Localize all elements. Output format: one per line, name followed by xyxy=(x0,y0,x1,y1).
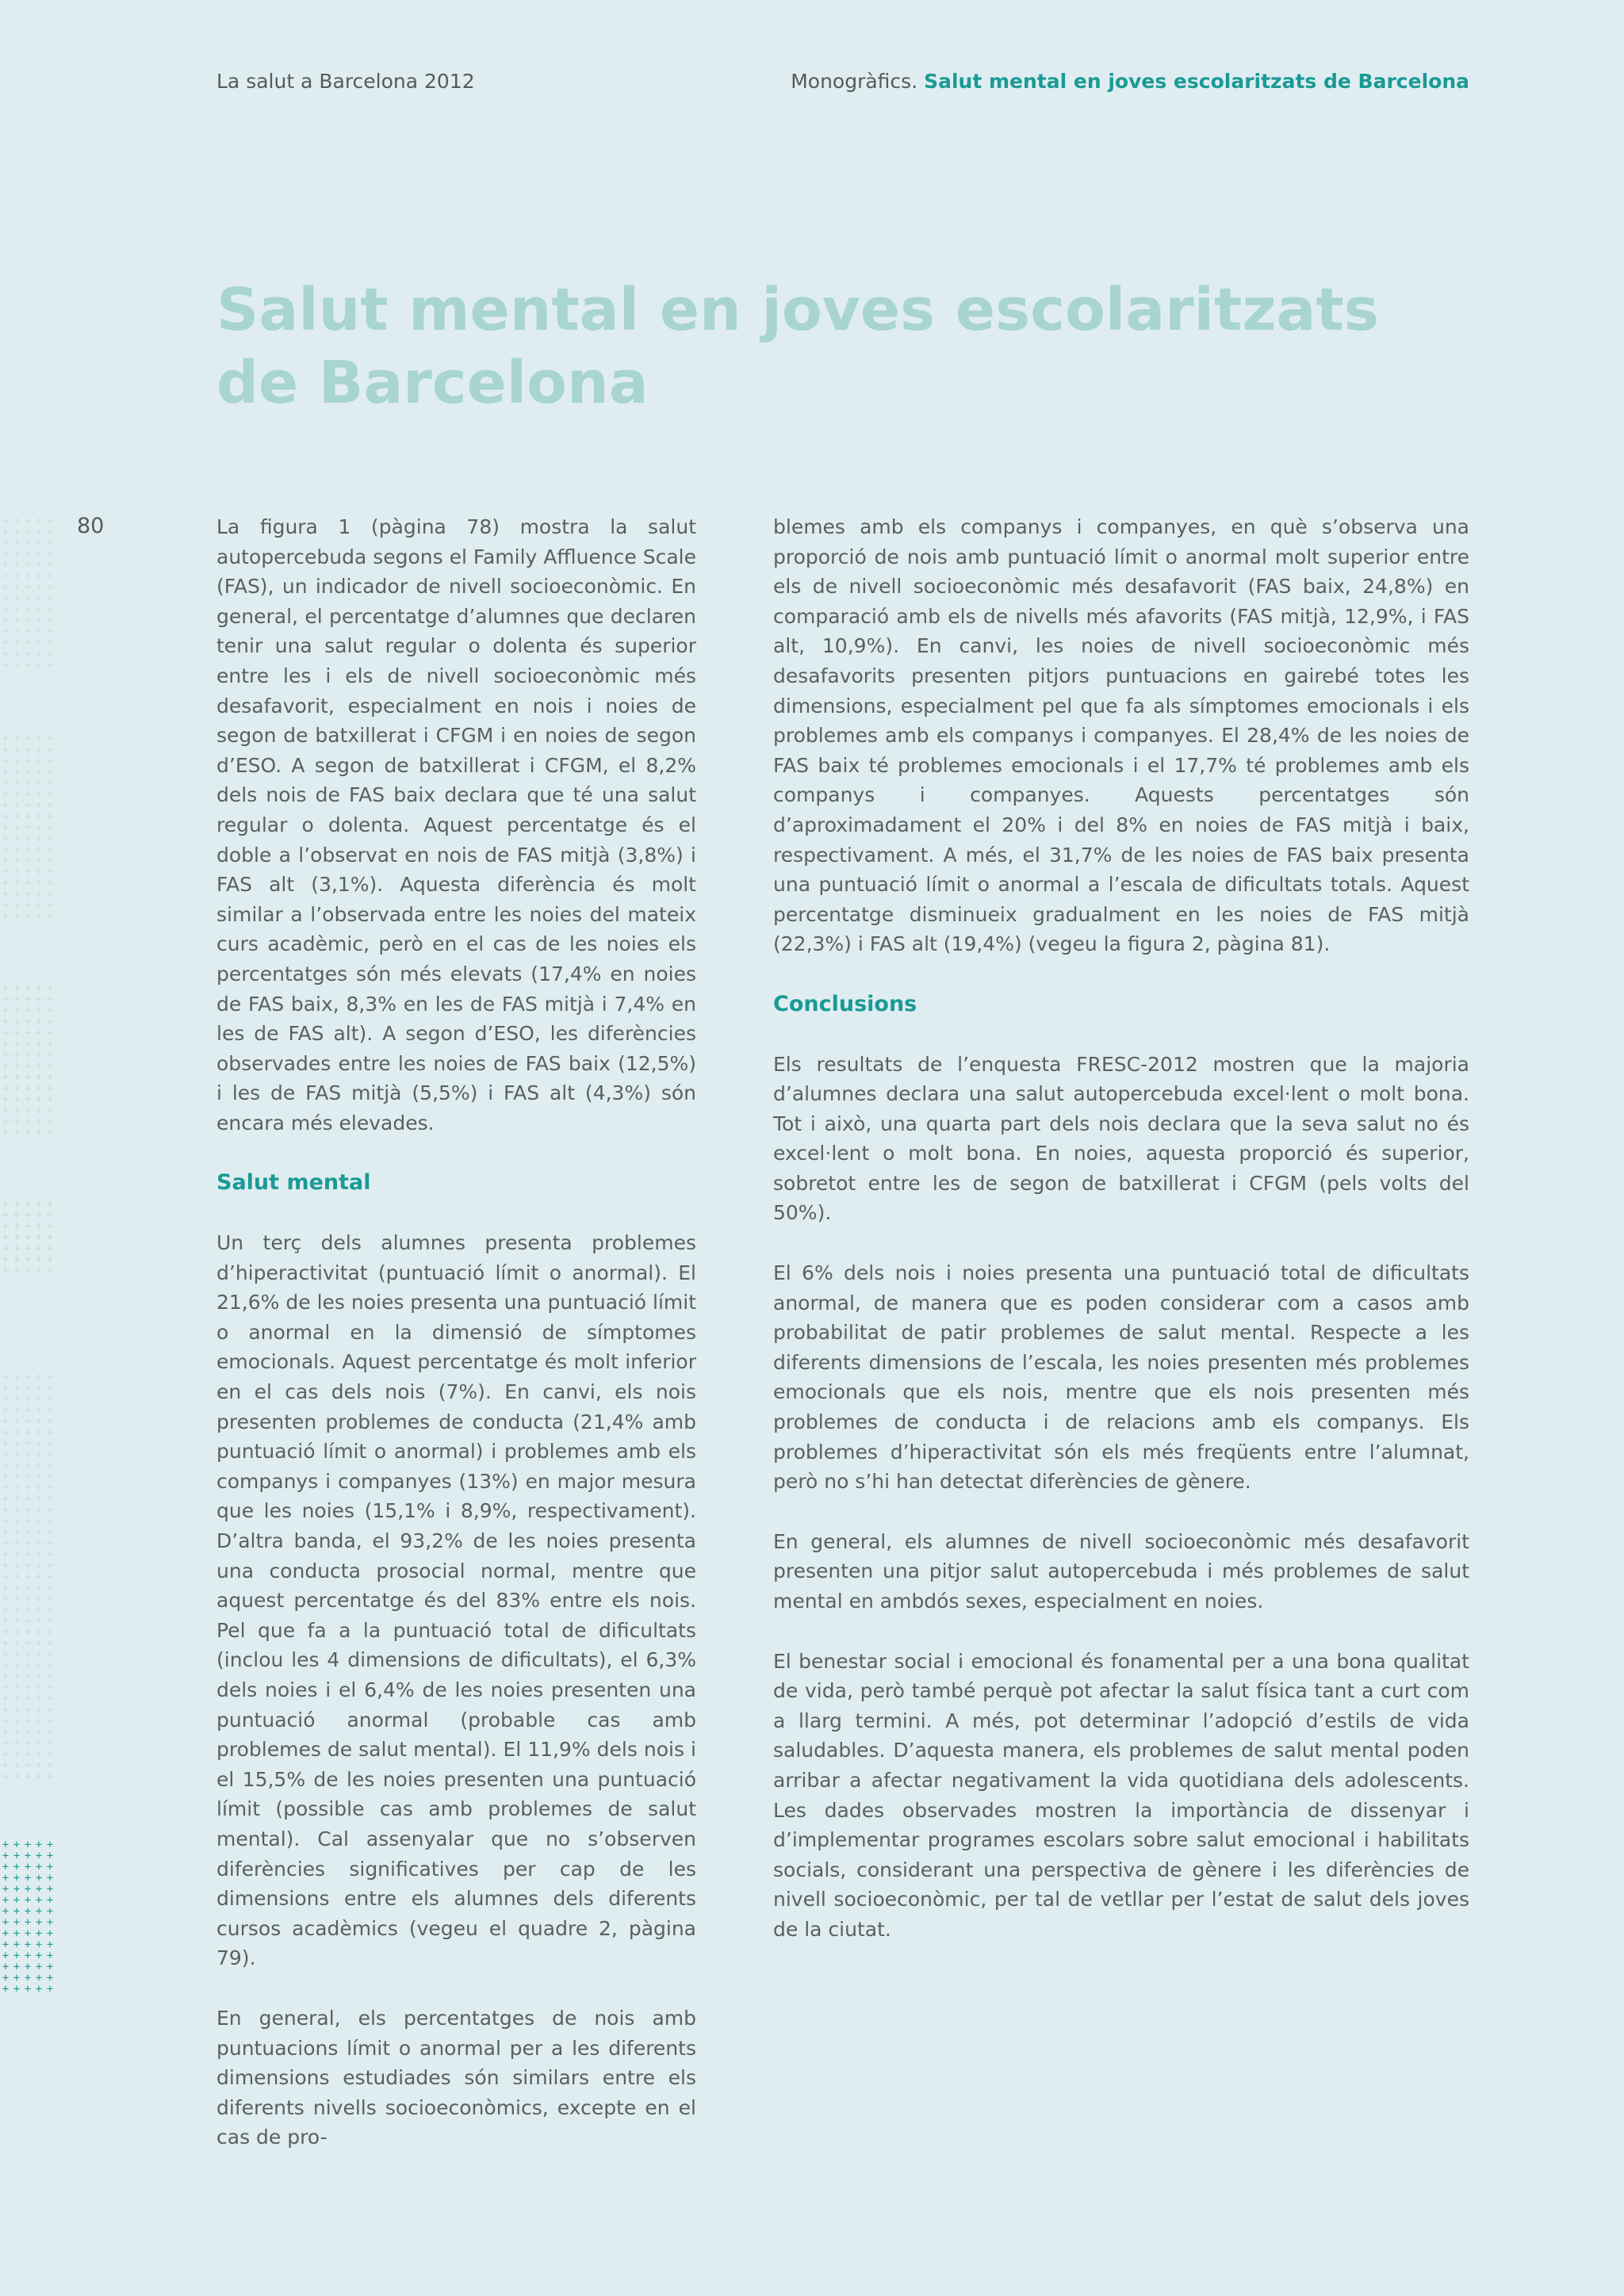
page-title-line-2: de Barcelona xyxy=(216,349,649,417)
page-title-line-1: Salut mental en joves escolaritzats xyxy=(216,276,1379,344)
paragraph: En general, els percentatges de nois amb puntuacions límit o anormal per a les diferents dimensions estudiades són similars entre els diferents nivells socioeconòmics, excepte en el cas de pro- xyxy=(216,2006,696,2149)
plus-pattern-icon: + + + + + + + + + + + + + + + + + + + + + + + + + + + + + + + + + + + xyxy=(2,1199,54,1277)
page-number: 80 xyxy=(77,514,105,538)
header-section-title: Salut mental en joves escolaritzats de Barcelona xyxy=(924,70,1469,93)
paragraph: El 6% dels nois i noies presenta una puntuació total de dificultats anormal, de manera que es poden considerar com a casos amb probabilitat de patir problemes de salut mental. Respecte a les diferents dimensions de l’escala, les noies presenten més problemes emocionals que els nois, mentre que els nois presenten més problemes de conducta i de relacions amb els companys. Els problemes d’hiperactivitat són els més freqüents entre l’alumnat, però no s’hi han detectat diferències de gènere. xyxy=(773,1261,1469,1494)
plus-pattern-icon: + + + + + + + + + + + + + + + + + + + + + + + + + + + + + + + + + + + + + + + + + + + + + + + + + + + + + + + + + + + + + + + + + + + + + + + + + + + + + + + + + + + + + xyxy=(2,733,54,923)
paragraph: Un terç dels alumnes presenta problemes d’hiperactivitat (puntuació límit o anormal). El 21,6% de les noies presenta una puntuació límit o anormal en la dimensió de símptomes emocionals. Aquest percentatge és molt inferior en el cas dels nois (7%). En canvi, els nois presenten problemes de conducta (21,4% amb puntuació límit o anormal) i problemes amb els companys i companyes (13%) en major mesura que les noies (15,1% i 8,9%, respectivament). D’altra banda, el 93,2% de les noies presenta una conducta prosocial normal, mentre que aquest percentatge és del 83% entre els nois. Pel que fa a la puntuació total de dificultats (inclou les 4 dimensions de dificultats), el 6,3% dels noies i el 6,4% de les noies presenten una puntuació anormal (probable cas amb problemes de salut mental). El 11,9% dels nois i el 15,5% de les noies presenten una puntuació límit (possible cas amb problemes de salut mental). Cal assenyalar que no s’observen diferències significatives per cap de les dimensions entre els alumnes dels diferents cursos acadèmics (vegeu el quadre 2, pàgina 79). xyxy=(216,1231,697,1970)
paragraph: blemes amb els companys i companyes, en què s’observa una proporció de nois amb puntuació límit o anormal molt superior entre els de nivell socioeconòmic més desafavorit (FAS baix, 24,8%) en comparació amb els de nivells més afavorits (FAS mitjà, 12,9%, i FAS alt, 10,9%). En canvi, les noies de nivell socioeconòmic més desafavorits presenten pitjors puntuacions en gairebé totes les dimensions, especialment pel que fa als símptomes emocionals i els problemes amb els companys i companyes. El 28,4% de les noies de FAS baix té problemes emocionals i el 17,7% té problemes amb els companys i companyes. Aquests percentatges són d’aproximadament el 20% i del 8% en noies de FAS mitjà i baix, respectivament. A més, el 31,7% de les noies de FAS baix presenta una puntuació límit o anormal a l’escala de dificultats totals. Aquest percentatge disminueix gradualment en les noies de FAS mitjà (22,3%) i FAS alt (19,4%) (vegeu la figura 2, pàgina 81). xyxy=(773,515,1469,956)
section-heading-conclusions: Conclusions xyxy=(773,991,917,1016)
left-column xyxy=(216,512,696,2183)
plus-pattern-icon: + + + + + + + + + + + + + + + + + + + + + + + + + + + + + + + + + + + + + + + + + + + + + + + + + + + + + + + + + + + + + + + + + + + + + + xyxy=(2,515,54,672)
right-column xyxy=(773,512,1469,1975)
header-section-label: Monogràfics. xyxy=(791,70,918,93)
running-header-left: La salut a Barcelona 2012 xyxy=(216,70,475,93)
page-title xyxy=(216,274,1406,419)
paragraph: Els resultats de l’enquesta FRESC-2012 mostren que la majoria d’alumnes declara una salut autopercebuda excel·lent o molt bona. Tot i això, una quarta part dels nois declara que la seva salut no és excel·lent o molt bona. En noies, aquesta proporció és superior, sobretot entre les de segon de batxillerat i CFGM (pels volts del 50%). xyxy=(773,1052,1469,1225)
paragraph: En general, els alumnes de nivell socioeconòmic més desafavorit presenten una pitjor salut autopercebuda i més problemes de salut mental en ambdós sexes, especialment en noies. xyxy=(773,1529,1469,1613)
running-header-right xyxy=(791,70,1469,93)
section-heading-salut-mental: Salut mental xyxy=(216,1170,371,1196)
plus-pattern-icon: + + + + + + + + + + + + + + + + + + + + + + + + + + + + + + + + + + + + + + + + + + + + + + + + + + + + + + + + + + + + + + + + + + + + + + xyxy=(2,983,54,1139)
paragraph: El benestar social i emocional és fonamental per a una bona qualitat de vida, però també perquè pot afectar la salut física tant a curt com a llarg termini. A més, pot determinar l’adopció d’estils de vida saludables. D’aquesta manera, els problemes de salut mental poden arribar a afectar negativament la vida quotidiana dels adolescents. Les dades observades mostren la importància de dissenyar i d’implementar programes escolars sobre salut emocional i habilitats socials, considerant una perspectiva de gènere i les diferències de nivell socioeconòmic, per tal de vetllar per l’estat de salut dels joves de la ciutat. xyxy=(773,1649,1469,1941)
paragraph: La figura 1 (pàgina 78) mostra la salut autopercebuda segons el Family Affluence Scale (FAS), un indicador de nivell socioeconòmic. En general, el percentatge d’alumnes que declaren tenir una salut regular o dolenta és superior entre les i els de nivell socioeconòmic més desafavorit, especialment en nois i noies de segon de batxillerat i CFGM i en noies de segon d’ESO. A segon de batxillerat i CFGM, el 8,2% dels nois de FAS baix declara que té una salut regular o dolenta. Aquest percentatge és el doble a l’observat en nois de FAS mitjà (3,8%) i FAS alt (3,1%). Aquesta diferència és molt similar a l’observada entre les noies del mateix curs acadèmic, però en el cas de les noies els percentatges són més elevats (17,4% en noies de FAS baix, 8,3% en les de FAS mitjà i 7,4% en les de FAS alt). A segon d’ESO, les diferències observades entre les noies de FAS baix (12,5%) i les de FAS mitjà (5,5%) i FAS alt (4,3%) són encara més elevades. xyxy=(216,515,696,1135)
plus-pattern-icon: + + + + + + + + + + + + + + + + + + + + + + + + + + + + + + + + + + + + + + + + + + + + + + + + + + + + + + + + + + + + + + + + + + + + + + + + + + + + + + + + + + + + + + + + + + + + + + + + + + + + + + + + + + + + + + + + + + + + + + + + + + + + + + + + + + + + + + + + + + + + + + + + + + + + + + + + + + + + + + + + + + + + + + + + + + + + + + + + + + + + + + + + + xyxy=(2,1372,54,1783)
plus-pattern-icon: + + + + + + + + + + + + + + + + + + + + + + + + + + + + + + + + + + + + + + + + + + + + + + + + + + + + + + + + + + + + + + + + + + + + + + xyxy=(2,1839,54,1996)
